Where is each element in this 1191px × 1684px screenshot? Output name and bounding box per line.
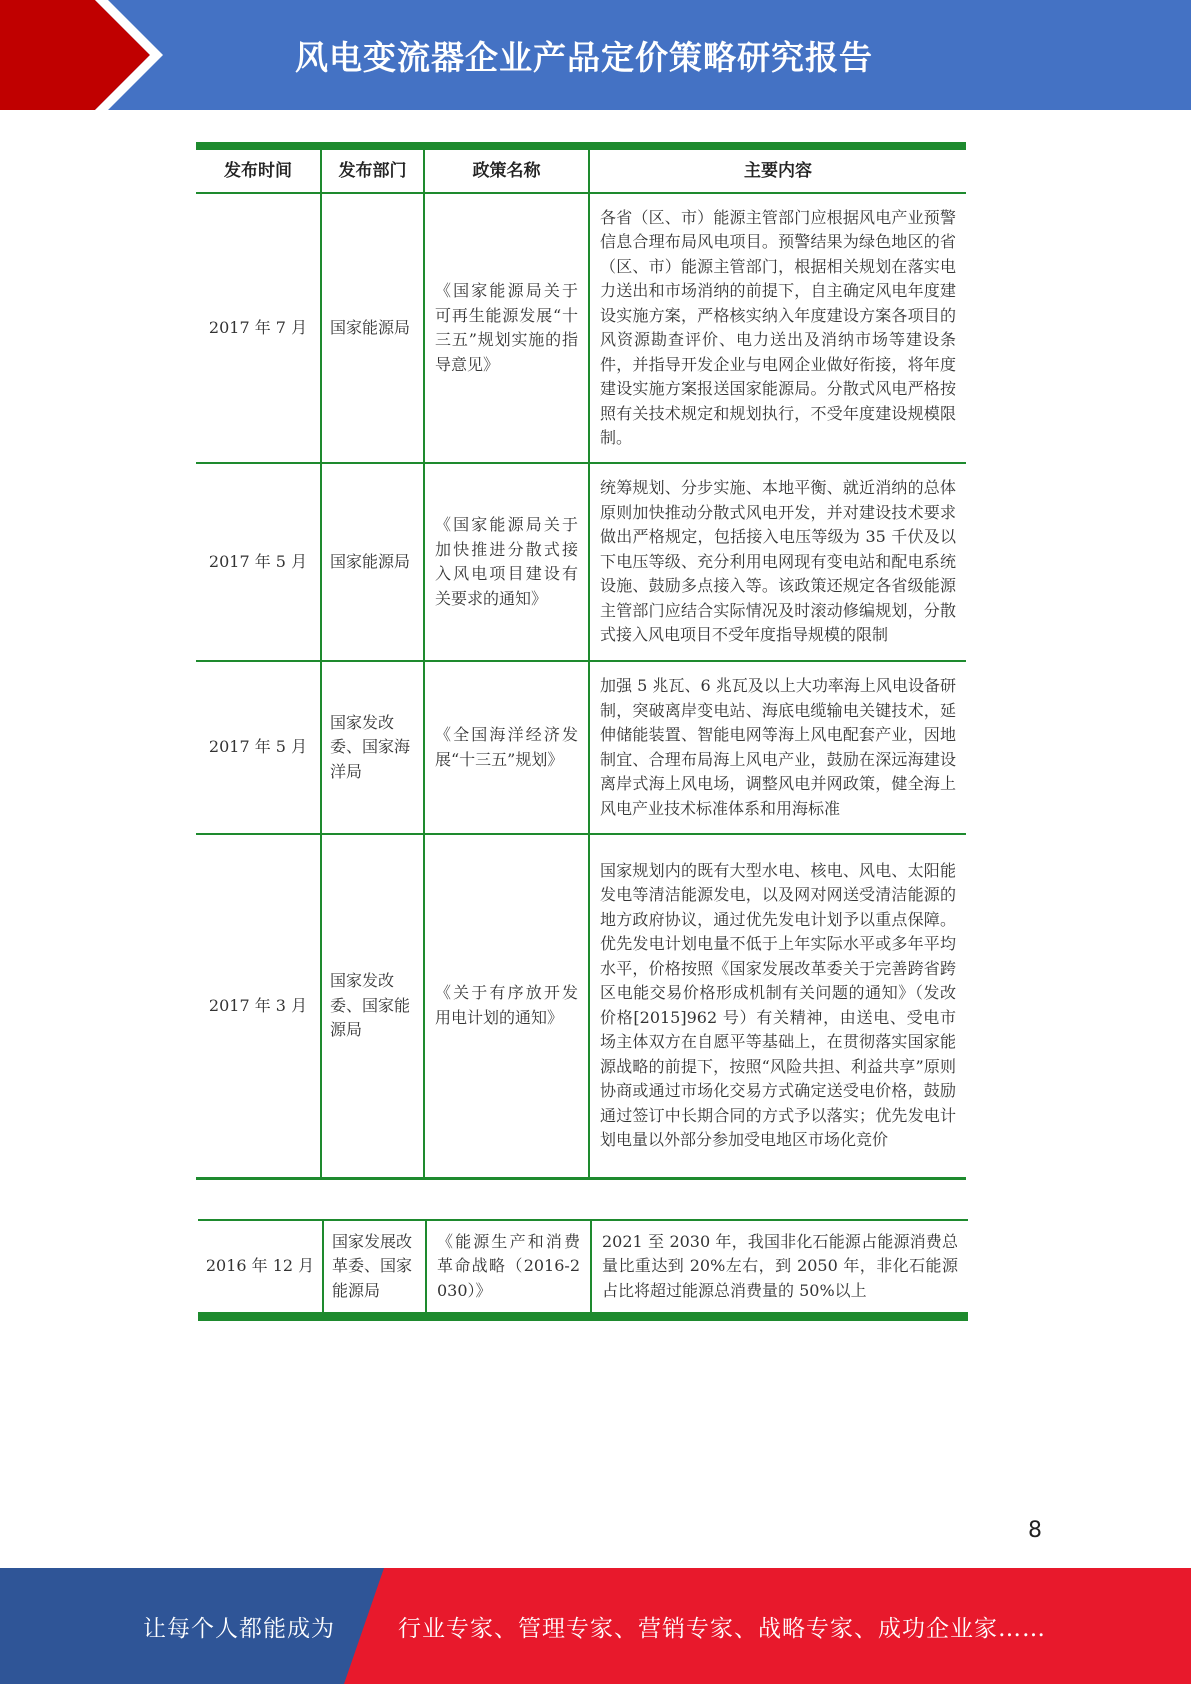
header-red-arrow bbox=[0, 0, 200, 110]
policy-table bbox=[196, 142, 966, 1180]
cell-dept: 国家能源局 bbox=[321, 463, 424, 661]
cell-content: 2021 至 2030 年，我国非化石能源占能源消费总量比重达到 20%左右，到 2050 年，非化石能源占比将超过能源总消费量的 50%以上 bbox=[591, 1220, 968, 1316]
cell-dept: 国家发改委、国家能源局 bbox=[321, 834, 424, 1178]
header-date: 发布时间 bbox=[196, 146, 321, 193]
cell-date: 2017 年 7 月 bbox=[196, 193, 321, 463]
cell-content: 统筹规划、分步实施、本地平衡、就近消纳的总体原则加快推动分散式风电开发，并对建设技术要求做出严格规定，包括接入电压等级为 35 千伏及以下电压等级、充分利用电网现有变电站和配电系统设施、鼓励多点接入等。该政策还规定各省级能源主管部门应结合实际情况及时滚动修编规划，分散式接入风电项目不受年度指导规模的限制 bbox=[589, 463, 966, 661]
header-content: 主要内容 bbox=[589, 146, 966, 193]
cell-policy: 《能源生产和消费革命战略（2016-2030）》 bbox=[426, 1220, 591, 1316]
report-title: 风电变流器企业产品定价策略研究报告 bbox=[295, 37, 873, 77]
header-bar bbox=[0, 0, 1191, 110]
cell-policy: 《关于有序放开发用电计划的通知》 bbox=[424, 834, 589, 1178]
table-row bbox=[196, 834, 966, 1178]
cell-dept: 国家发展改革委、国家能源局 bbox=[323, 1220, 426, 1316]
cell-dept: 国家能源局 bbox=[321, 193, 424, 463]
footer-bar bbox=[0, 1568, 1191, 1684]
footer-slogan-right: 行业专家、管理专家、营销专家、战略专家、成功企业家…… bbox=[398, 1615, 1046, 1642]
cell-policy: 《国家能源局关于加快推进分散式接入风电项目建设有关要求的通知》 bbox=[424, 463, 589, 661]
cell-date: 2017 年 5 月 bbox=[196, 661, 321, 834]
cell-policy: 《国家能源局关于可再生能源发展“十三五”规划实施的指导意见》 bbox=[424, 193, 589, 463]
cell-content: 各省（区、市）能源主管部门应根据风电产业预警信息合理布局风电项目。预警结果为绿色地区的省（区、市）能源主管部门，根据相关规划在落实电力送出和市场消纳的前提下，自主确定风电年度建设实施方案，严格核实纳入年度建设方案各项目的风资源勘查评价、电力送出及消纳市场等建设条件，并指导开发企业与电网企业做好衔接，将年度建设实施方案报送国家能源局。分散式风电严格按照有关技术规定和规划执行，不受年度建设规模限制。 bbox=[589, 193, 966, 463]
cell-content: 国家规划内的既有大型水电、核电、风电、太阳能发电等清洁能源发电，以及网对网送受清洁能源的地方政府协议，通过优先发电计划予以重点保障。优先发电计划电量不低于上年实际水平或多年平均水平，价格按照《国家发展改革委关于完善跨省跨区电能交易价格形成机制有关问题的通知》（发改价格[2015]962 号）有关精神，由送电、受电市场主体双方在自愿平等基础上，在贯彻落实国家能源战略的前提下，按照“风险共担、利益共享”原则协商或通过市场化交易方式确定送受电价格，鼓励通过签订中长期合同的方式予以落实；优先发电计划电量以外部分参加受电地区市场化竞价 bbox=[589, 834, 966, 1178]
policy-table-continued bbox=[198, 1219, 968, 1321]
header-policy: 政策名称 bbox=[424, 146, 589, 193]
table-row bbox=[198, 1220, 968, 1316]
cell-date: 2017 年 3 月 bbox=[196, 834, 321, 1178]
cell-content: 加强 5 兆瓦、6 兆瓦及以上大功率海上风电设备研制，突破离岸变电站、海底电缆输电关键技术，延伸储能装置、智能电网等海上风电配套产业，因地制宜、合理布局海上风电产业，鼓励在深远海建设离岸式海上风电场，调整风电并网政策，健全海上风电产业技术标准体系和用海标准 bbox=[589, 661, 966, 834]
cell-dept: 国家发改委、国家海洋局 bbox=[321, 661, 424, 834]
cell-date: 2017 年 5 月 bbox=[196, 463, 321, 661]
table-row bbox=[196, 193, 966, 463]
cell-date: 2016 年 12 月 bbox=[198, 1220, 323, 1316]
table-row bbox=[196, 463, 966, 661]
table-row bbox=[196, 661, 966, 834]
header-dept: 发布部门 bbox=[321, 146, 424, 193]
footer-slogan-left: 让每个人都能成为 bbox=[143, 1615, 335, 1642]
page-number: 8 bbox=[1028, 1518, 1042, 1543]
cell-policy: 《全国海洋经济发展“十三五”规划》 bbox=[424, 661, 589, 834]
table-header-row bbox=[196, 146, 966, 193]
